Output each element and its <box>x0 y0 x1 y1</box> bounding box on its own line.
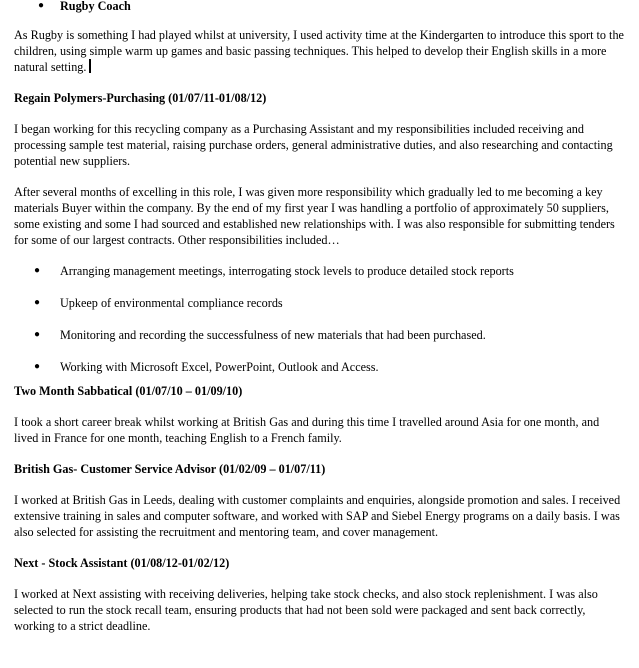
bullet-icon: ● <box>34 329 41 340</box>
rugby-coach-item <box>14 0 626 14</box>
text-cursor <box>89 59 91 73</box>
list-item-text: Working with Microsoft Excel, PowerPoint, Outlook and Access. <box>60 360 379 374</box>
bullet-icon: ● <box>34 297 41 308</box>
rugby-paragraph-text: As Rugby is something I had played whilst at university, I used activity time at the Kindergarten to introduce this sport to the children, using simple warm up games and basic passing techniques. This helped to develop their English skills in a more natural setting. <box>14 28 624 74</box>
bullet-icon: ● <box>34 265 41 276</box>
section-heading-british-gas: British Gas- Customer Service Advisor (01/02/09 – 01/07/11) <box>14 462 326 476</box>
rugby-paragraph[interactable] <box>14 27 626 75</box>
list-item-text: Upkeep of environmental compliance records <box>60 296 283 310</box>
section-heading-regain-polymers: Regain Polymers-Purchasing (01/07/11-01/08/12) <box>14 91 267 105</box>
bullet-icon: ● <box>38 0 45 11</box>
regain-paragraph-2: After several months of excelling in this role, I was given more responsibility which gradually led to me becoming a key materials Buyer within the company. By the end of my first year I was handling a portfolio of approximately 50 suppliers, some existing and some I had sourced and established new relationships with. I was also responsible for submitting tenders for some of our largest contracts. Other responsibilities included… <box>14 185 615 247</box>
rugby-coach-label: Rugby Coach <box>60 0 131 13</box>
section-heading-sabbatical: Two Month Sabbatical (01/07/10 – 01/09/10) <box>14 384 243 398</box>
regain-paragraph-1: I began working for this recycling company as a Purchasing Assistant and my responsibilities included receiving and processing sample test material, raising purchase orders, general administrative duties, and also researching and contacting potential new suppliers. <box>14 122 613 168</box>
sabbatical-paragraph: I took a short career break whilst working at British Gas and during this time I travelled around Asia for one month, and lived in France for one month, teaching English to a French family. <box>14 415 600 445</box>
list-item-text: Monitoring and recording the successfulness of new materials that had been purchased. <box>60 328 486 342</box>
british-gas-paragraph: I worked at British Gas in Leeds, dealing with customer complaints and enquiries, alongside promotion and sales. I received extensive training in sales and computer software, and worked with SAP and Siebel Energy programs on a daily basis. I was also selected for assisting the recruitment and mentoring team, and cover management. <box>14 493 621 539</box>
list-item <box>14 263 626 295</box>
list-item <box>14 327 626 359</box>
next-paragraph: I worked at Next assisting with receiving deliveries, helping take stock checks, and also stock replenishment. I was also selected to run the stock recall team, ensuring products that had not been sold were packaged and sent back correctly, working to a strict deadline. <box>14 587 598 633</box>
responsibilities-list <box>14 263 626 383</box>
list-item-text: Arranging management meetings, interrogating stock levels to produce detailed stock reports <box>60 264 514 278</box>
document-page <box>14 0 626 649</box>
bullet-icon: ● <box>34 361 41 372</box>
section-heading-next: Next - Stock Assistant (01/08/12-01/02/12) <box>14 556 230 570</box>
list-item <box>14 359 626 383</box>
list-item <box>14 295 626 327</box>
